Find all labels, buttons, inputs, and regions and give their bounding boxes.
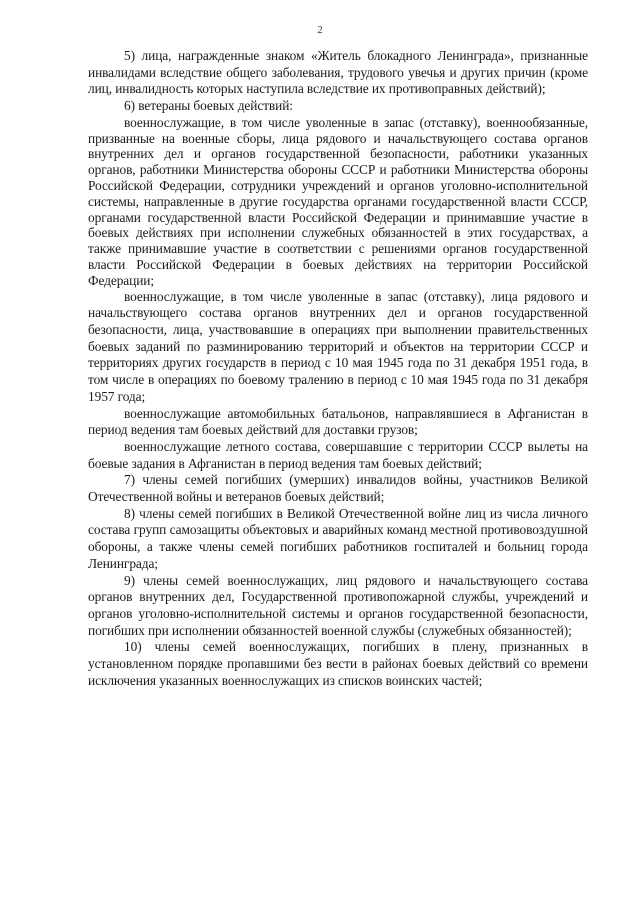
paragraph-item-6-heading: 6) ветераны боевых действий:: [124, 98, 293, 114]
paragraph-item-7: 7) члены семей погибших (умерших) инвалидов войны, участников Великой Отечественной войны и ветеранов боевых действий;: [88, 472, 588, 505]
paragraph-auto-battalions: военнослужащие автомобильных батальонов, направлявшиеся в Афганистан в период ведения там боевых действий для доставки грузов;: [88, 405, 588, 438]
document-body: [88, 48, 588, 689]
paragraph-item-8: 8) члены семей погибших в Великой Отечественной войне лиц из числа личного состава групп самозащиты объектовых и аварийных команд местной противовоздушной обороны, а также члены семей погибших работников госпиталей и больниц города Ленинграда;: [88, 505, 588, 571]
paragraph-combat-veterans-servicemen: военнослужащие, в том числе уволенные в запас (отставку), военнообязанные, призванные на военные сборы, лица рядового и начальствующего состава органов внутренних дел и органов государственной безопасности, работники указанных органов, работники Министерства обороны СССР и работники Министерства обороны Российской Федерации, сотрудники учреждений и органов уголовно-исполнительной системы, направленные в другие государства органами государственной власти СССР, органами государственной власти Российской Федерации и принимавшие участие в боевых действиях при исполнении служебных обязанностей в этих государствах, а также принимавшие участие в соответствии с решениями органов государственной власти Российской Федерации в боевых действиях на территории Российской Федерации;: [88, 114, 588, 288]
page-number: 2: [317, 24, 323, 36]
paragraph-item-5: 5) лица, награжденные знаком «Житель блокадного Ленинграда», признанные инвалидами вследствие общего заболевания, трудового увечья и других причин (кроме лиц, инвалидность которых наступила вследствие их противоправных действий);: [88, 48, 588, 97]
paragraph-demining-servicemen: военнослужащие, в том числе уволенные в запас (отставку), лица рядового и начальствующего состава органов внутренних дел и органов государственной безопасности, лица, участвовавшие в операциях при выполнении правительственных боевых заданий по разминированию территорий и объектов на территории СССР и территориях других государств в период с 10 мая 1945 года по 31 декабря 1951 года, в том числе в операциях по боевому тралению в период с 10 мая 1945 года по 31 декабря 1957 года;: [88, 288, 588, 404]
paragraph-item-9: 9) члены семей военнослужащих, лиц рядового и начальствующего состава органов внутренних дел, Государственной противопожарной службы, учреждений и органов уголовно-исполнительной системы и органов государственной безопасности, погибших при исполнении обязанностей военной службы (служебных обязанностей);: [88, 572, 588, 638]
paragraph-item-10: 10) члены семей военнослужащих, погибших в плену, признанных в установленном порядке пропавшими без вести в районах боевых действий со времени исключения указанных военнослужащих из списков воинских частей;: [88, 639, 588, 688]
paragraph-flight-crew: военнослужащие летного состава, совершавшие с территории СССР вылеты на боевые задания в Афганистан в период ведения там боевых действий;: [88, 438, 588, 471]
